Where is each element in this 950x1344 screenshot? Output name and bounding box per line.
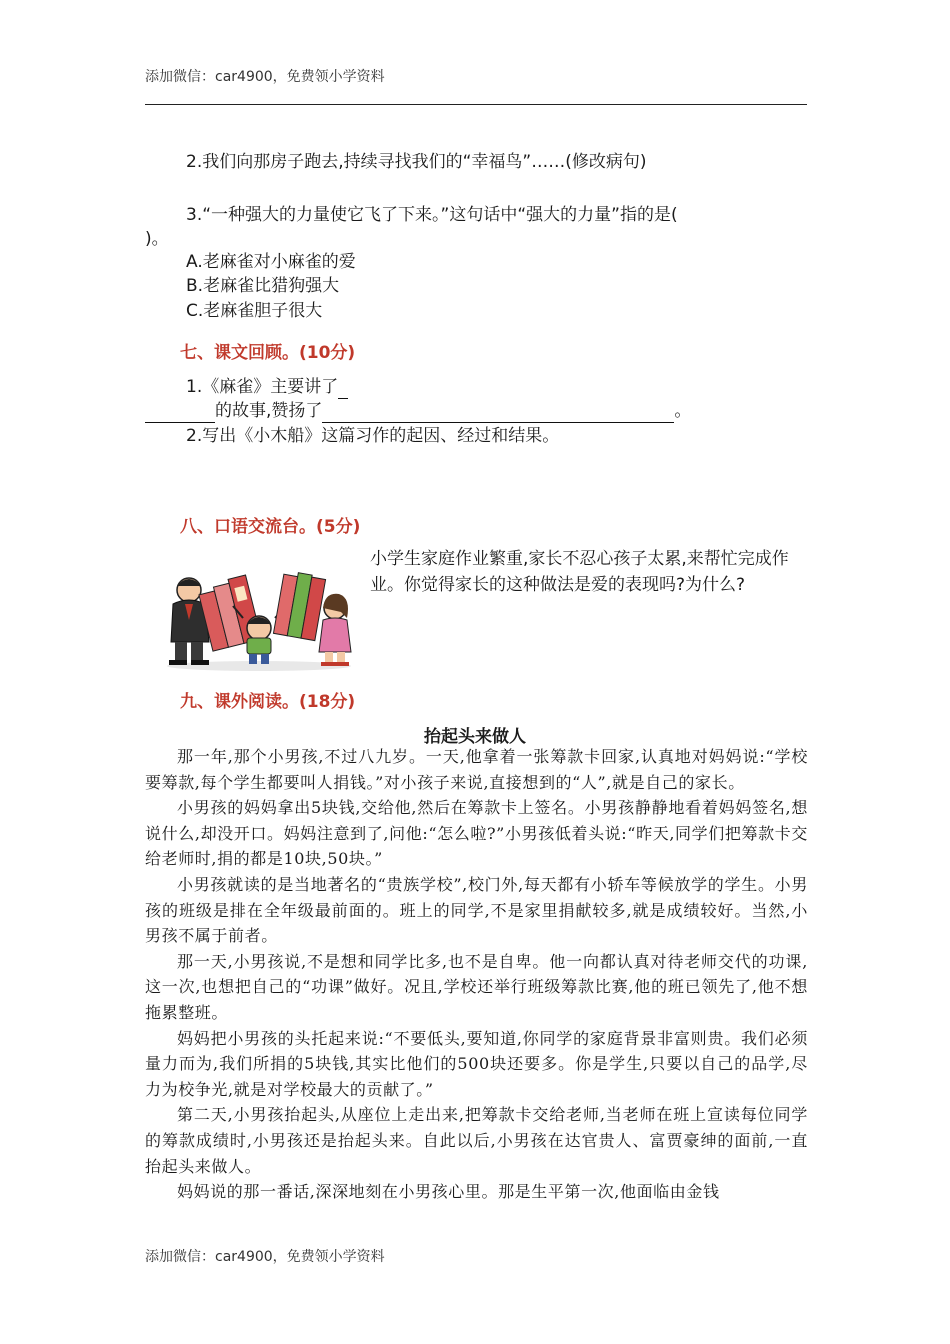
paragraph: 妈妈说的那一番话,深深地刻在小男孩心里。那是生平第一次,他面临由金钱	[177, 1182, 720, 1202]
question-3-continued: )。	[145, 229, 169, 249]
option-a: A.老麻雀对小麻雀的爱	[186, 252, 356, 272]
paragraph: 妈妈把小男孩的头托起来说:“不要低头,要知道,你同学的家庭背景非富则贵。我们必须量力而为,我们所捐的5块钱,其实比他们的500块还要多。你是学生,只要以自己的品学,尽力为校争光,就是对学校最大的贡献了。”	[145, 1028, 808, 1099]
answer-blank[interactable]	[338, 380, 348, 399]
section-7-question-1	[186, 375, 348, 399]
header-note: 添加微信：car4900，免费领小学资料	[145, 69, 385, 85]
section-8-title: 八、口语交流台。(5分)	[180, 517, 361, 537]
paragraph: 那一天,小男孩说,不是想和同学比多,也不是自卑。他一向都认真对待老师交代的功课,这一次,也想把自己的“功课”做好。况且,学校还举行班级筹款比赛,他的班已领先了,他不想拖累整班。	[145, 951, 808, 1022]
section-9-title: 九、课外阅读。(18分)	[180, 692, 356, 712]
answer-blank[interactable]	[145, 404, 215, 423]
question-2: 2.我们向那房子跑去,持续寻找我们的“幸福鸟”……(修改病句)	[186, 152, 647, 172]
section-7-title: 七、课文回顾。(10分)	[180, 343, 356, 363]
footer-note: 添加微信：car4900，免费领小学资料	[145, 1249, 385, 1265]
family-homework-illustration	[163, 560, 355, 672]
option-b: B.老麻雀比猎狗强大	[186, 276, 340, 296]
reading-title: 抬起头来做人	[424, 727, 526, 747]
option-c: C.老麻雀胆子很大	[186, 301, 323, 321]
question-3: 3.“一种强大的力量使它飞了下来。”这句话中“强大的力量”指的是(	[186, 205, 678, 225]
paragraph: 小男孩就读的是当地著名的“贵族学校”,校门外,每天都有小轿车等候放学的学生。小男孩的班级是排在全年级最前面的。班上的同学,不是家里捐献较多,就是成绩较好。当然,小男孩不属于前者。	[145, 874, 808, 946]
question-1-text-2: 的故事,赞扬了	[215, 401, 323, 421]
question-1-end: 。	[674, 401, 692, 421]
paragraph: 小男孩的妈妈拿出5块钱,交给他,然后在筹款卡上签名。小男孩静静地看着妈妈签名,想说什么,却没开口。妈妈注意到了,问他:“怎么啦?”小男孩低着头说:“昨天,同学们把筹款卡交给老师时,捐的都是10块,50块。”	[145, 798, 808, 869]
question-1-text: 1.《麻雀》主要讲了	[186, 377, 339, 397]
paragraph: 第二天,小男孩抬起头,从座位上走出来,把筹款卡交给老师,当老师在班上宣读每位同学的筹款成绩时,小男孩还是抬起头来。自此以后,小男孩在达官贵人、富贾豪绅的面前,一直抬起头来做人。	[145, 1105, 808, 1176]
section-7-question-1-continued	[145, 399, 691, 423]
paragraph: 那一年,那个小男孩,不过八九岁。一天,他拿着一张筹款卡回家,认真地对妈妈说:“学校要筹款,每个学生都要叫人捐钱。”对小孩子来说,直接想到的“人”,就是自己的家长。	[145, 747, 808, 792]
section-7-question-2: 2.写出《小木船》这篇习作的起因、经过和结果。	[186, 426, 560, 446]
header-divider	[145, 104, 807, 105]
answer-blank[interactable]	[322, 404, 674, 423]
reading-passage	[145, 744, 808, 1205]
oral-prompt: 小学生家庭作业繁重,家长不忍心孩子太累,来帮忙完成作业。你觉得家长的这种做法是爱的表现吗?为什么?	[370, 549, 789, 595]
